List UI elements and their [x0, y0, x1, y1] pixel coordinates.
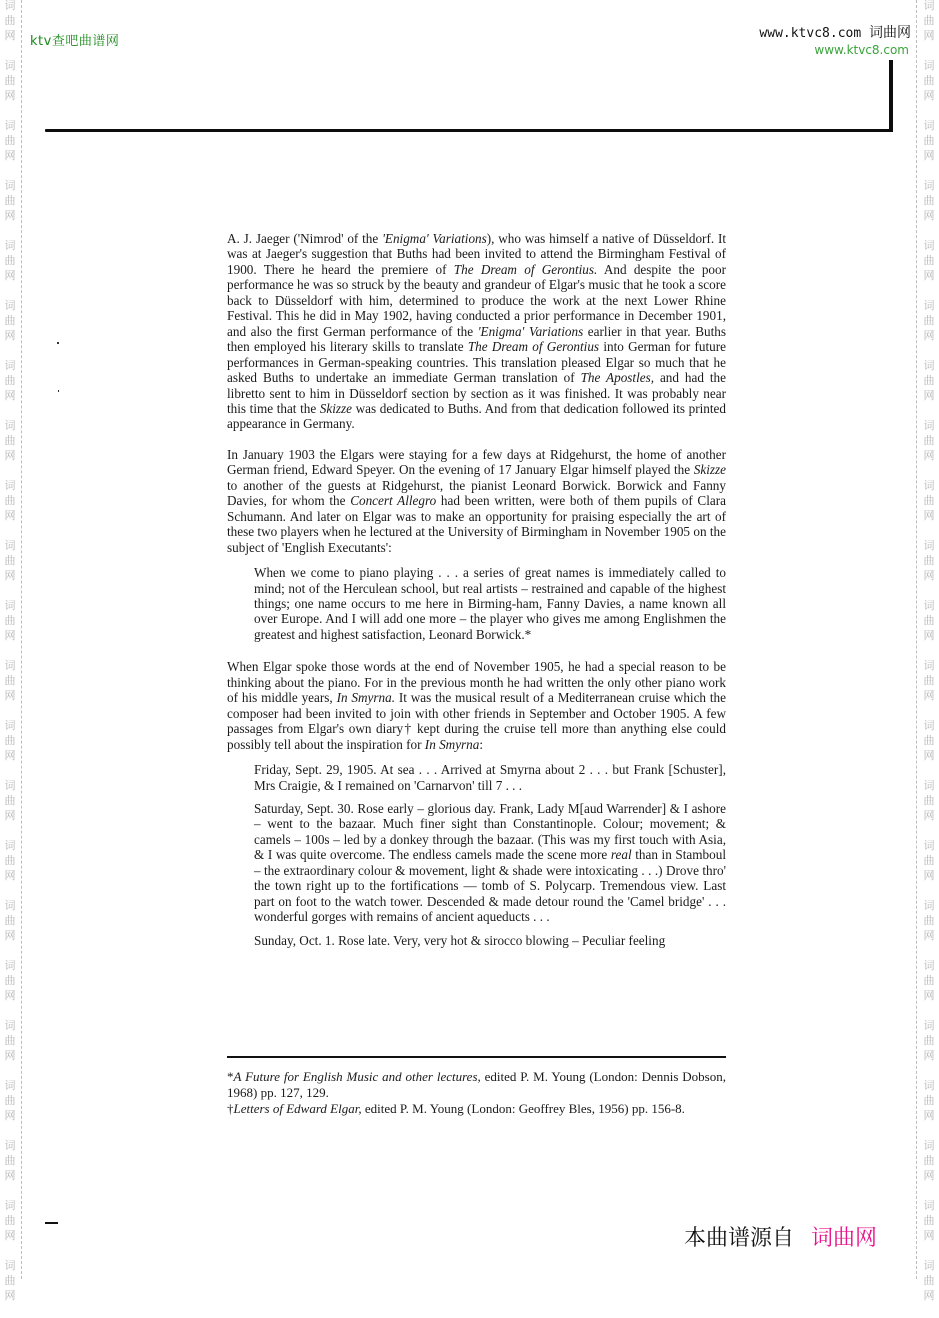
text-run: When we come to piano playing . . . a series of great names is immediately called to mind; not of the Herculean school, but real artists – restrained and capable of the highest things; one name occurs to me here in Birming-ham, Fanny Davies, a name known all over Europe. And I will add one more – the player who gives me among Englishmen the greatest and highest satisfaction, Leonard Borwick.*	[254, 565, 726, 642]
watermark-glyph: 词	[4, 899, 16, 912]
watermark-glyph: 曲	[923, 1094, 935, 1107]
block-quote-elgar-lecture	[254, 565, 726, 642]
text-run: †	[227, 1101, 234, 1116]
paragraph-buths-jaeger	[227, 231, 726, 432]
scan-speck	[58, 390, 59, 392]
italic-title: A Future for English Music and other lectures,	[233, 1069, 481, 1084]
watermark-glyph: 曲	[4, 494, 16, 507]
right-watermark-glyphs	[921, 0, 937, 1318]
watermark-glyph: 网	[4, 89, 16, 102]
watermark-glyph: 词	[4, 239, 16, 252]
watermark-glyph: 曲	[4, 254, 16, 267]
italic-title: 'Enigma' Variations	[382, 231, 487, 246]
watermark-glyph: 词	[923, 1019, 935, 1032]
watermark-glyph: 词	[4, 659, 16, 672]
watermark-glyph-group	[2, 658, 18, 718]
right-dashed-border	[916, 0, 917, 1279]
watermark-glyph-group	[2, 778, 18, 838]
watermark-glyph-group	[921, 178, 937, 238]
paragraph-ridgehurst	[227, 447, 726, 555]
watermark-glyph: 曲	[4, 1034, 16, 1047]
watermark-glyph: 词	[4, 839, 16, 852]
watermark-glyph: 词	[4, 479, 16, 492]
watermark-glyph: 曲	[4, 74, 16, 87]
left-dashed-border	[21, 0, 22, 1279]
watermark-glyph: 词	[4, 1259, 16, 1272]
watermark-glyph: 网	[923, 629, 935, 642]
watermark-glyph: 曲	[923, 254, 935, 267]
watermark-glyph-group	[921, 658, 937, 718]
watermark-glyph: 网	[923, 149, 935, 162]
watermark-glyph: 曲	[923, 1034, 935, 1047]
watermark-glyph: 曲	[923, 314, 935, 327]
watermark-glyph: 网	[4, 329, 16, 342]
source-watermark	[684, 1221, 877, 1252]
left-watermark-glyphs	[2, 0, 18, 1318]
italic-title: Concert Allegro	[350, 493, 437, 509]
watermark-glyph: 词	[4, 299, 16, 312]
watermark-glyph: 词	[4, 1079, 16, 1092]
watermark-glyph: 曲	[923, 434, 935, 447]
italic-title: The Dream of Gerontius	[467, 339, 600, 355]
watermark-glyph: 词	[4, 959, 16, 972]
watermark-glyph: 词	[923, 539, 935, 552]
watermark-glyph: 网	[923, 1109, 935, 1122]
footnote-dagger	[227, 1101, 726, 1117]
watermark-glyph-group	[2, 1258, 18, 1318]
watermark-glyph: 网	[4, 1109, 16, 1122]
watermark-glyph: 网	[4, 389, 16, 402]
watermark-glyph: 曲	[923, 494, 935, 507]
watermark-glyph-group	[921, 238, 937, 298]
watermark-glyph: 曲	[4, 1094, 16, 1107]
page-body-text	[227, 231, 726, 948]
watermark-glyph: 曲	[923, 194, 935, 207]
right-watermark-strip	[919, 0, 939, 1302]
watermark-glyph-group	[921, 418, 937, 478]
footnote-separator	[227, 1056, 726, 1058]
watermark-glyph: 网	[4, 809, 16, 822]
watermark-glyph-group	[921, 778, 937, 838]
watermark-glyph: 曲	[4, 794, 16, 807]
watermark-glyph-group	[921, 358, 937, 418]
watermark-glyph: 曲	[923, 674, 935, 687]
scan-speck	[57, 342, 59, 344]
watermark-glyph-group	[2, 0, 18, 58]
watermark-glyph: 网	[4, 269, 16, 282]
text-run: In January 1903 the Elgars were staying for a few days at Ridgehurst, the home of another German friend, Edward Speyer. On the evening of 17 January Elgar himself played the	[227, 446, 726, 478]
watermark-glyph: 网	[923, 809, 935, 822]
watermark-glyph: 曲	[923, 1214, 935, 1227]
watermark-glyph: 曲	[923, 14, 935, 27]
italic-title: real	[610, 847, 632, 863]
diary-entry-oct-1	[254, 933, 726, 948]
watermark-glyph-group	[2, 598, 18, 658]
watermark-glyph-group	[921, 598, 937, 658]
watermark-glyph: 词	[923, 1199, 935, 1212]
italic-title: Skizze	[693, 462, 726, 478]
watermark-glyph: 词	[923, 1079, 935, 1092]
watermark-glyph-group	[921, 0, 937, 58]
watermark-glyph: 网	[4, 209, 16, 222]
watermark-glyph-group	[921, 1258, 937, 1318]
watermark-glyph: 词	[4, 779, 16, 792]
watermark-glyph: 曲	[4, 1214, 16, 1227]
page-frame-top-rule	[45, 129, 893, 132]
italic-title: Skizze	[319, 400, 353, 416]
watermark-glyph: 词	[4, 719, 16, 732]
watermark-glyph: 曲	[4, 314, 16, 327]
quote-text	[254, 565, 726, 642]
watermark-glyph-group	[2, 358, 18, 418]
paragraph-in-smyrna	[227, 659, 726, 752]
watermark-glyph: 网	[4, 509, 16, 522]
watermark-glyph: 网	[923, 989, 935, 1002]
text-run: Friday, Sept. 29, 1905. At sea . . . Arrived at Smyrna about 2 . . . but Frank [Schuster], Mrs Craigie, & I remained on 'Carnarvon' till 7 . . .	[254, 762, 726, 793]
watermark-glyph: 曲	[923, 974, 935, 987]
italic-title: The Apostles,	[580, 370, 655, 386]
watermark-glyph: 词	[923, 599, 935, 612]
watermark-glyph-group	[2, 298, 18, 358]
watermark-glyph-group	[2, 238, 18, 298]
text-run: had been written, were both of them pupils of Clara Schumann. And later on Elgar was to make an opportunity for praising especially the art of these two players when he lectured at the University of Birmingham in November 1905 on the subject of 'English Executants':	[227, 493, 726, 555]
watermark-glyph-group	[921, 1138, 937, 1198]
text-run: earlier in that year. Buths then employed his literary skills to translate	[227, 323, 726, 355]
watermark-glyph-group	[921, 718, 937, 778]
footnotes	[227, 1069, 726, 1117]
watermark-glyph: 词	[923, 839, 935, 852]
diary-entry-sept-30	[254, 801, 726, 925]
watermark-glyph: 曲	[4, 674, 16, 687]
footnote-asterisk	[227, 1069, 726, 1100]
italic-title: The Dream of Gerontius.	[453, 261, 598, 277]
text-run: When Elgar spoke those words at the end of November 1905, he had a special reason to be thinking about the piano. For in the previous month he had written the only other piano work of his middle years,	[227, 659, 726, 706]
diary-entry-sept-29	[254, 762, 726, 793]
watermark-glyph: 网	[923, 29, 935, 42]
watermark-glyph: 网	[4, 929, 16, 942]
watermark-glyph: 曲	[923, 734, 935, 747]
watermark-site-name: 词曲网	[869, 25, 911, 41]
watermark-glyph: 网	[923, 689, 935, 702]
watermark-glyph: 词	[923, 359, 935, 372]
site-watermark-top-left: ktv查吧曲谱网	[30, 34, 120, 49]
text-run: and had the libretto sent to him in Düsseldorf section by section as it was finished. It was probably near this time that the	[227, 370, 726, 416]
watermark-glyph: 词	[4, 539, 16, 552]
watermark-glyph: 词	[923, 239, 935, 252]
watermark-glyph: 网	[4, 629, 16, 642]
text-run: edited P. M. Young (London: Geoffrey Bles, 1956) pp. 156-8.	[361, 1101, 685, 1116]
watermark-glyph: 网	[923, 1169, 935, 1182]
text-run: was dedicated to Buths. And from that dedication followed its printed appearance in Germany.	[227, 400, 726, 432]
source-site-name: 词曲网	[811, 1226, 878, 1251]
text-run: to another of the guests at Ridgehurst, the pianist Leonard Borwick. Borwick and Fanny Davies, for whom the	[227, 477, 726, 509]
watermark-glyph: 曲	[923, 1154, 935, 1167]
watermark-glyph-group	[921, 958, 937, 1018]
watermark-glyph: 词	[4, 179, 16, 192]
watermark-glyph: 曲	[4, 134, 16, 147]
watermark-glyph: 词	[923, 899, 935, 912]
watermark-glyph: 曲	[923, 74, 935, 87]
watermark-glyph: 曲	[4, 1154, 16, 1167]
watermark-glyph: 网	[4, 29, 16, 42]
watermark-glyph: 网	[923, 569, 935, 582]
watermark-glyph: 词	[923, 0, 935, 12]
watermark-glyph: 网	[4, 449, 16, 462]
italic-title: In Smyrna	[424, 736, 480, 752]
watermark-glyph: 词	[4, 0, 16, 12]
watermark-glyph-group	[921, 1078, 937, 1138]
watermark-glyph: 曲	[923, 614, 935, 627]
watermark-glyph: 曲	[4, 374, 16, 387]
watermark-glyph-group	[921, 58, 937, 118]
watermark-glyph-group	[2, 1198, 18, 1258]
watermark-glyph: 网	[923, 869, 935, 882]
folio-mark	[45, 1222, 58, 1224]
watermark-glyph: 词	[4, 599, 16, 612]
watermark-glyph-group	[2, 838, 18, 898]
italic-title: In Smyrna.	[336, 690, 395, 706]
watermark-glyph-group	[2, 1078, 18, 1138]
watermark-glyph: 网	[4, 989, 16, 1002]
watermark-glyph: 词	[923, 479, 935, 492]
watermark-glyph: 曲	[4, 914, 16, 927]
watermark-glyph: 词	[4, 1139, 16, 1152]
watermark-glyph-group	[921, 898, 937, 958]
watermark-glyph: 曲	[4, 854, 16, 867]
watermark-glyph: 网	[4, 1169, 16, 1182]
watermark-glyph: 曲	[923, 794, 935, 807]
watermark-glyph-group	[921, 478, 937, 538]
watermark-glyph: 曲	[4, 194, 16, 207]
watermark-glyph: 曲	[923, 854, 935, 867]
watermark-glyph: 网	[923, 329, 935, 342]
watermark-glyph: 词	[923, 179, 935, 192]
watermark-glyph: 曲	[4, 734, 16, 747]
watermark-glyph: 网	[4, 1289, 16, 1302]
text-run: edited P. M. Young (London: Dennis Dobson, 1968) pp. 127, 129.	[227, 1069, 726, 1100]
watermark-glyph: 网	[4, 1229, 16, 1242]
watermark-glyph: 网	[4, 749, 16, 762]
watermark-glyph: 词	[923, 1139, 935, 1152]
watermark-glyph: 网	[4, 149, 16, 162]
watermark-glyph-group	[2, 478, 18, 538]
text-run: ), who was himself a native of Düsseldorf. It was at Jaeger's suggestion that Buths had been invited to attend the Birmingham Festival of 1900. There he heard the premiere of	[227, 231, 726, 277]
watermark-glyph: 网	[923, 209, 935, 222]
watermark-glyph: 词	[923, 959, 935, 972]
watermark-glyph: 网	[923, 1289, 935, 1302]
site-watermark-green-url: www.ktvc8.com	[814, 43, 909, 57]
watermark-glyph: 词	[923, 59, 935, 72]
watermark-glyph: 网	[923, 449, 935, 462]
watermark-glyph-group	[921, 838, 937, 898]
watermark-glyph: 曲	[4, 974, 16, 987]
watermark-glyph-group	[2, 178, 18, 238]
watermark-glyph: 曲	[4, 554, 16, 567]
watermark-glyph-group	[921, 118, 937, 178]
watermark-glyph-group	[921, 1018, 937, 1078]
italic-title: 'Enigma' Variations	[477, 323, 584, 339]
watermark-glyph: 网	[923, 749, 935, 762]
watermark-glyph: 词	[923, 299, 935, 312]
watermark-glyph: 网	[4, 1049, 16, 1062]
watermark-glyph-group	[2, 718, 18, 778]
watermark-glyph-group	[2, 118, 18, 178]
watermark-glyph: 网	[923, 1229, 935, 1242]
watermark-glyph: 曲	[4, 14, 16, 27]
watermark-glyph: 曲	[923, 134, 935, 147]
watermark-glyph: 网	[923, 1049, 935, 1062]
watermark-glyph-group	[2, 538, 18, 598]
watermark-glyph: 词	[4, 119, 16, 132]
text-run: *	[227, 1069, 234, 1084]
watermark-glyph-group	[2, 58, 18, 118]
watermark-glyph: 曲	[923, 914, 935, 927]
watermark-glyph: 词	[923, 659, 935, 672]
watermark-glyph-group	[921, 298, 937, 358]
text-run: It was the musical result of a Mediterranean cruise which the composer had been invited to join with other friends in September and October 1905. A few passages from Elgar's own diary† kept during the cruise tell more than anything else could possibly tell about the inspiration for	[227, 690, 726, 752]
watermark-glyph-group	[921, 1198, 937, 1258]
watermark-glyph: 词	[923, 779, 935, 792]
watermark-glyph: 网	[923, 509, 935, 522]
text-run: And despite the poor performance he was so struck by the beauty and grandeur of Elgar's music that he took a score back to Düsseldorf with him, determined to produce the work at the next Lower Rhine Festival. This he did in May 1902, having conducted a prior performance in December 1901, and also the first German performance of the	[227, 261, 727, 339]
watermark-glyph: 网	[4, 569, 16, 582]
watermark-glyph: 词	[4, 1199, 16, 1212]
watermark-glyph: 网	[923, 389, 935, 402]
watermark-glyph: 词	[923, 1259, 935, 1272]
italic-title: Letters of Edward Elgar,	[233, 1101, 362, 1116]
page-frame-right-edge	[889, 60, 893, 132]
watermark-glyph: 曲	[923, 1274, 935, 1287]
text-run: :	[479, 736, 484, 752]
text-run: into German for future performances in German-speaking countries. This translation pleased Elgar so much that he asked Buths to undertake an immediate German translation of	[227, 339, 727, 386]
left-watermark-strip	[0, 0, 20, 1302]
watermark-glyph: 网	[4, 689, 16, 702]
text-run: Saturday, Sept. 30. Rose early – glorious day. Frank, Lady M[aud Warrender] & I ashore – went to the bazaar. Much finer sight than Constantinople. Colour; movement; & camels – 100s – led by a donkey through the bazaar. (This was my first touch with Asia, & I was quite overcome. The endless camels made the scene more	[254, 800, 726, 863]
watermark-glyph-group	[2, 958, 18, 1018]
watermark-glyph: 曲	[923, 554, 935, 567]
watermark-glyph: 词	[4, 59, 16, 72]
watermark-glyph: 曲	[923, 374, 935, 387]
watermark-glyph-group	[2, 898, 18, 958]
watermark-glyph-group	[2, 1018, 18, 1078]
watermark-glyph: 词	[4, 359, 16, 372]
source-label: 本曲谱源自	[684, 1226, 795, 1251]
watermark-glyph: 网	[923, 929, 935, 942]
watermark-glyph: 曲	[4, 614, 16, 627]
watermark-glyph: 词	[923, 719, 935, 732]
watermark-glyph: 网	[923, 269, 935, 282]
watermark-glyph: 词	[4, 419, 16, 432]
watermark-glyph: 词	[4, 1019, 16, 1032]
watermark-glyph: 网	[923, 89, 935, 102]
watermark-glyph: 曲	[4, 1274, 16, 1287]
watermark-glyph: 网	[4, 869, 16, 882]
text-run: A. J. Jaeger ('Nimrod' of the	[227, 231, 383, 246]
watermark-glyph-group	[2, 1138, 18, 1198]
site-watermark-top-right	[759, 25, 911, 42]
text-run: than in Stamboul – the extraordinary colour & movement, light & shade were intoxicating . . .) Drove thro' the town right up to the fortifications — tomb of S. Polycarp. Tremendous view. Last part on foot to the watch tower. Descended & made detour round the 'Camel bridge' . . . wonderful gorges with remains of ancient aqueducts . . .	[254, 847, 726, 925]
watermark-glyph: 词	[923, 119, 935, 132]
watermark-glyph-group	[921, 538, 937, 598]
watermark-glyph: 曲	[4, 434, 16, 447]
block-quote-diary	[254, 762, 726, 948]
watermark-glyph: 词	[923, 419, 935, 432]
text-run: Sunday, Oct. 1. Rose late. Very, very hot & sirocco blowing – Peculiar feeling	[254, 932, 666, 948]
watermark-url: www.ktvc8.com	[759, 26, 862, 41]
watermark-glyph-group	[2, 418, 18, 478]
